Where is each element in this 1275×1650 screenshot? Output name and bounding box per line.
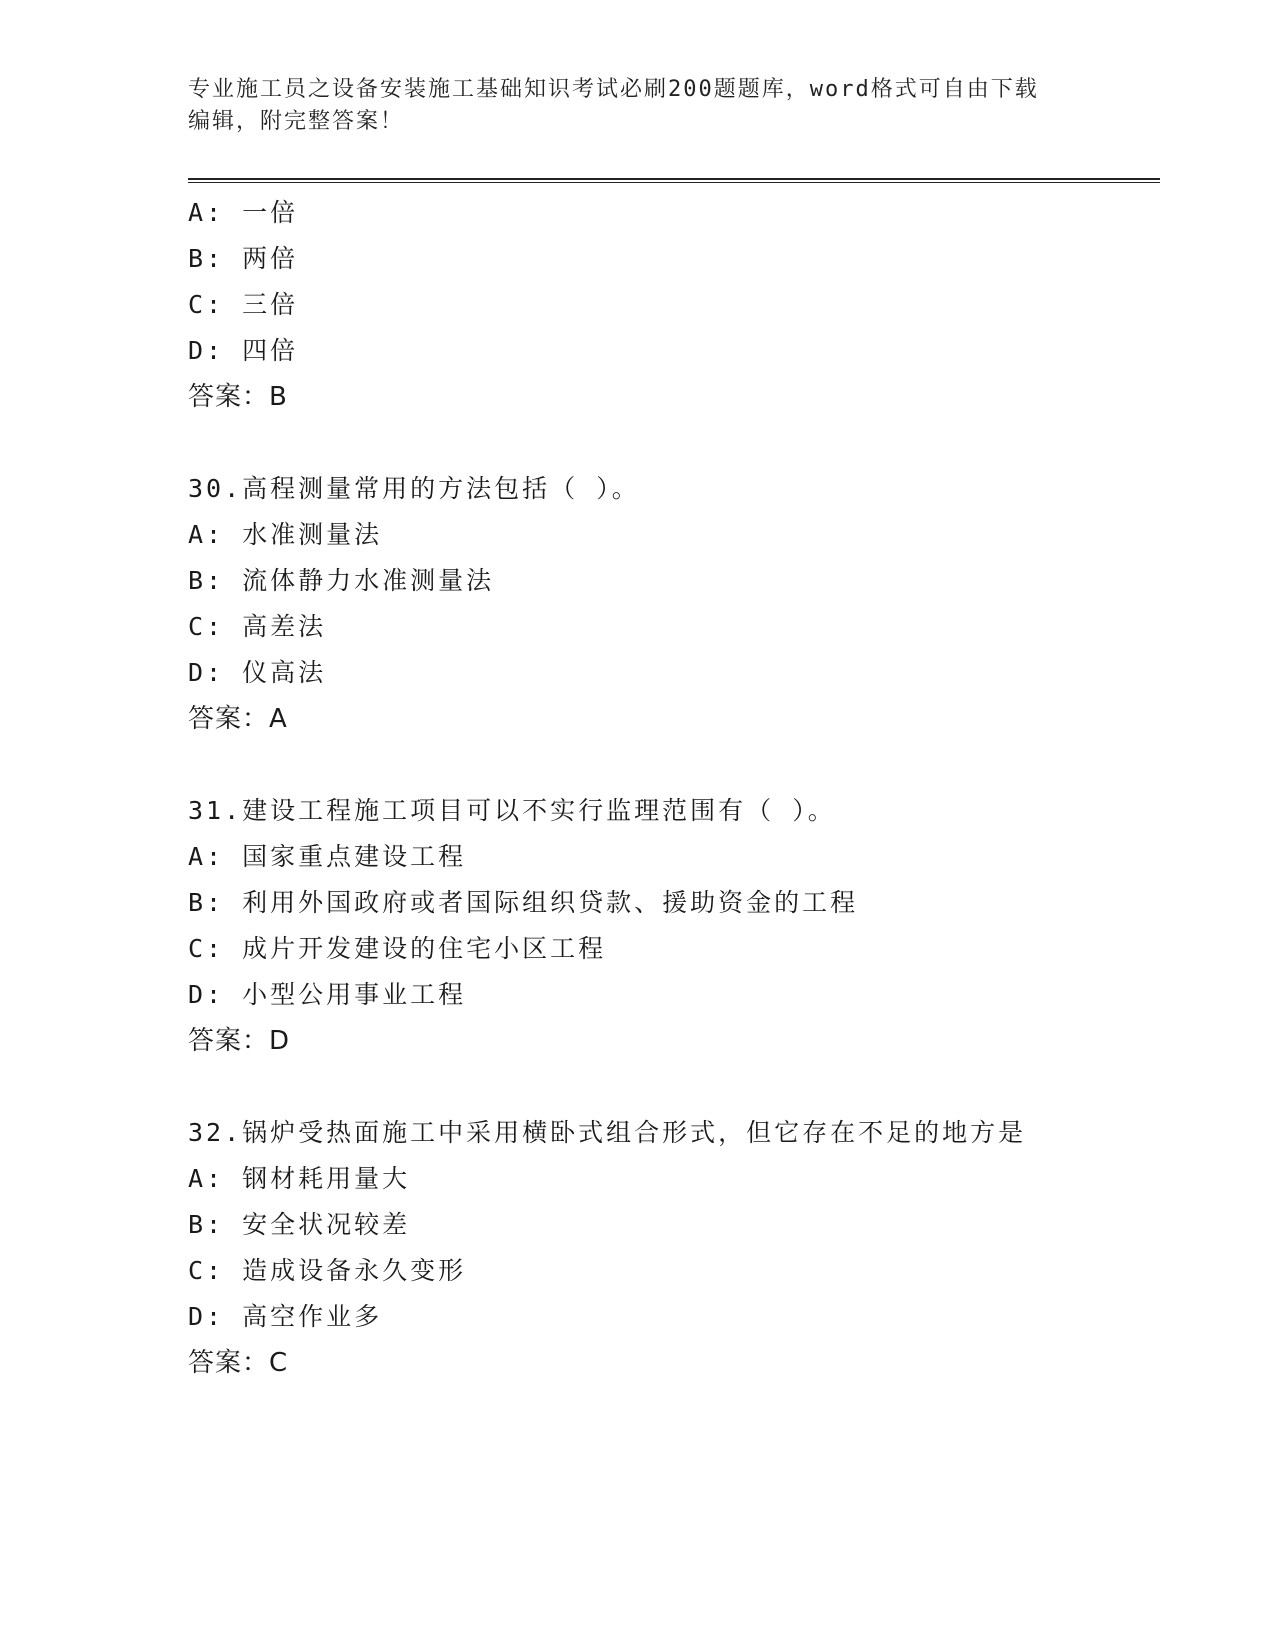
option-b: B: 流体静力水准测量法 [188,566,495,595]
option-d: D: 仪高法 [188,658,327,687]
answer: 答案：A [188,704,288,734]
option-a: A: 钢材耗用量大 [188,1164,411,1193]
answer: 答案：D [188,1026,291,1056]
question-30 [188,466,1148,742]
header-divider [188,178,1160,183]
question-list [188,190,1148,1386]
question-text: 31.建设工程施工项目可以不实行监理范围有（ ）。 [188,796,836,825]
answer: 答案：B [188,382,288,412]
option-b: B: 利用外国政府或者国际组织贷款、援助资金的工程 [188,888,859,917]
answer: 答案：C [188,1348,289,1378]
option-a: A: 国家重点建设工程 [188,842,467,871]
question-32 [188,1110,1148,1386]
option-c: C: 成片开发建设的住宅小区工程 [188,934,607,963]
question-text: 30.高程测量常用的方法包括（ ）。 [188,474,640,503]
option-d: D: 四倍 [188,336,299,365]
header-title-line2: 编辑，附完整答案！ [188,109,405,134]
question-31 [188,788,1148,1064]
option-d: D: 高空作业多 [188,1302,383,1331]
option-b: B: 两倍 [188,244,299,273]
option-b: B: 安全状况较差 [188,1210,411,1239]
question-29 [188,190,1148,420]
option-c: C: 三倍 [188,290,299,319]
option-c: C: 造成设备永久变形 [188,1256,467,1285]
option-a: A: 一倍 [188,198,299,227]
option-c: C: 高差法 [188,612,327,641]
option-a: A: 水准测量法 [188,520,383,549]
question-text: 32.锅炉受热面施工中采用横卧式组合形式，但它存在不足的地方是 [188,1118,1027,1147]
option-d: D: 小型公用事业工程 [188,980,467,1009]
header-title-line1: 专业施工员之设备安装施工基础知识考试必刷200题题库，word格式可自由下载 [188,77,1039,102]
document-header [188,74,1088,138]
